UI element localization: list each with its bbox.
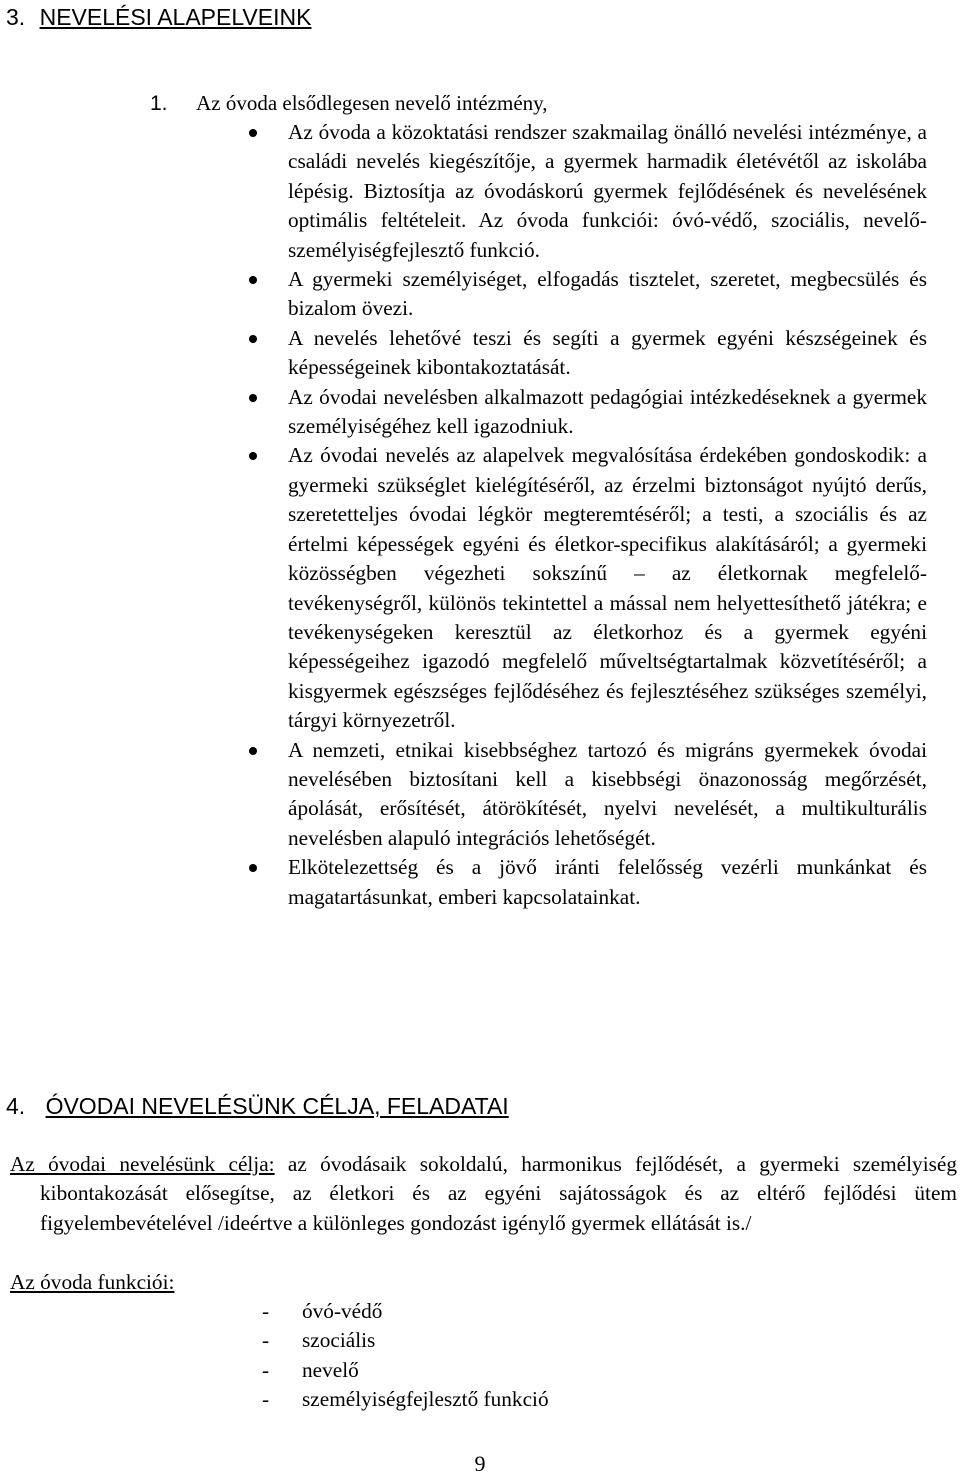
- functions-list: [262, 1297, 549, 1415]
- page-number: 9: [474, 1451, 486, 1476]
- functions-label: Az óvoda funkciói:: [10, 1270, 175, 1294]
- bullet-text: A nevelés lehetővé teszi és segíti a gyermek egyéni készségeinek és képességeinek kibontakoztatását.: [288, 325, 927, 380]
- bullet-text: Elkötelezettség és a jövő iránti felelősség vezérli munkánkat és magatartásunkat, emberi kapcsolatainkat.: [288, 855, 927, 909]
- bullet-icon: [249, 864, 257, 872]
- goal-paragraph: [10, 1150, 957, 1238]
- item-number: 1.: [150, 92, 168, 115]
- function-text: óvó-védő: [302, 1299, 383, 1323]
- item-text: Az óvoda elsődlegesen nevelő intézmény,: [196, 91, 548, 115]
- bullet-icon: [249, 276, 257, 284]
- bullet-icon: [249, 747, 257, 755]
- bullet-icon: [249, 452, 257, 460]
- bullet-item: [245, 441, 927, 735]
- dash-marker: -: [262, 1328, 270, 1353]
- dash-marker: -: [262, 1387, 270, 1412]
- bullet-icon: [249, 129, 257, 137]
- functions-label-line: [10, 1268, 957, 1297]
- numbered-item-1: [150, 89, 548, 118]
- principles-bullet-list: [245, 118, 927, 912]
- function-item: [262, 1356, 549, 1385]
- bullet-item: [245, 383, 927, 442]
- bullet-item: [245, 736, 927, 854]
- function-text: nevelő: [302, 1357, 359, 1382]
- section-title: NEVELÉSI ALAPELVEINK: [39, 4, 312, 30]
- bullet-item: [245, 265, 927, 324]
- dash-marker: -: [262, 1357, 270, 1382]
- section-title: ÓVODAI NEVELÉSÜNK CÉLJA, FELADATAI: [45, 1093, 509, 1119]
- bullet-icon: [249, 335, 257, 343]
- bullet-text: A nemzeti, etnikai kisebbséghez tartozó és migráns gyermekek óvodai nevelésében biztosítani kell a kisebbségi önazonosság megőrzését, ápolását, erősítését, átörökítését, nyelvi nevelését, a multikulturális nevelésben alapuló integrációs lehetőségét.: [288, 737, 927, 850]
- function-item: [262, 1326, 549, 1355]
- section-4-heading: [6, 1091, 509, 1121]
- goal-text: az óvodásaik sokoldalú, harmonikus fejlődését, a gyermeki személyiség kibontakozását elősegítse, az életkori és az egyéni sajátosságok és az eltérő fejlődési ütem figyelembevételével /ideértve a különleges gondozást igénylő gyermek ellátását is./: [40, 1152, 958, 1235]
- bullet-text: Az óvoda a közoktatási rendszer szakmailag önálló nevelési intézménye, a családi nevelés kiegészítője, a gyermek harmadik életévétől az iskolába lépésig. Biztosítja az óvodáskorú gyermek fejlődésének és nevelésének optimális feltételeit. Az óvoda funkciói: óvó-védő, szociális, nevelő-személyiségfejlesztő funkció.: [288, 120, 927, 262]
- function-text: személyiségfejlesztő funkció: [302, 1387, 549, 1412]
- section-3-heading: [6, 2, 311, 32]
- bullet-item: [245, 853, 927, 912]
- function-item: [262, 1385, 549, 1414]
- bullet-icon: [249, 394, 257, 402]
- section-number: 3.: [6, 4, 26, 30]
- bullet-text: Az óvodai nevelésben alkalmazott pedagógiai intézkedéseknek a gyermek személyiségéhez kell igazodniuk.: [288, 384, 927, 439]
- bullet-item: [245, 324, 927, 383]
- goal-label: Az óvodai nevelésünk célja:: [10, 1152, 275, 1176]
- function-text: szociális: [302, 1328, 376, 1353]
- bullet-text: A gyermeki személyiséget, elfogadás tisztelet, szeretet, megbecsülés és bizalom övezi.: [288, 267, 927, 321]
- dash-marker: -: [262, 1299, 270, 1323]
- bullet-text: Az óvodai nevelés az alapelvek megvalósítása érdekében gondoskodik: a gyermeki szükséglet kielégítéséről, az érzelmi biztonságot nyújtó derűs, szeretetteljes óvodai légkör megteremtéséről; a testi, a szociális és az értelmi képességek egyéni és életkor-specifikus alakításáról; a gyermeki közösségben végezheti sokszínű – az életkornak megfelelő-tevékenységről, különös tekintettel a mással nem helyettesíthető játékra; e tevékenységeken keresztül az életkorhoz és a gyermek egyéni képességeihez igazodó megfelelő műveltségtartalmak közvetítéséről; a kisgyermek egészséges fejlődéséhez és fejlesztéséhez szükséges személyi, tárgyi környezetről.: [288, 443, 927, 733]
- bullet-item: [245, 118, 927, 265]
- section-number: 4.: [6, 1093, 26, 1119]
- function-item: [262, 1297, 549, 1326]
